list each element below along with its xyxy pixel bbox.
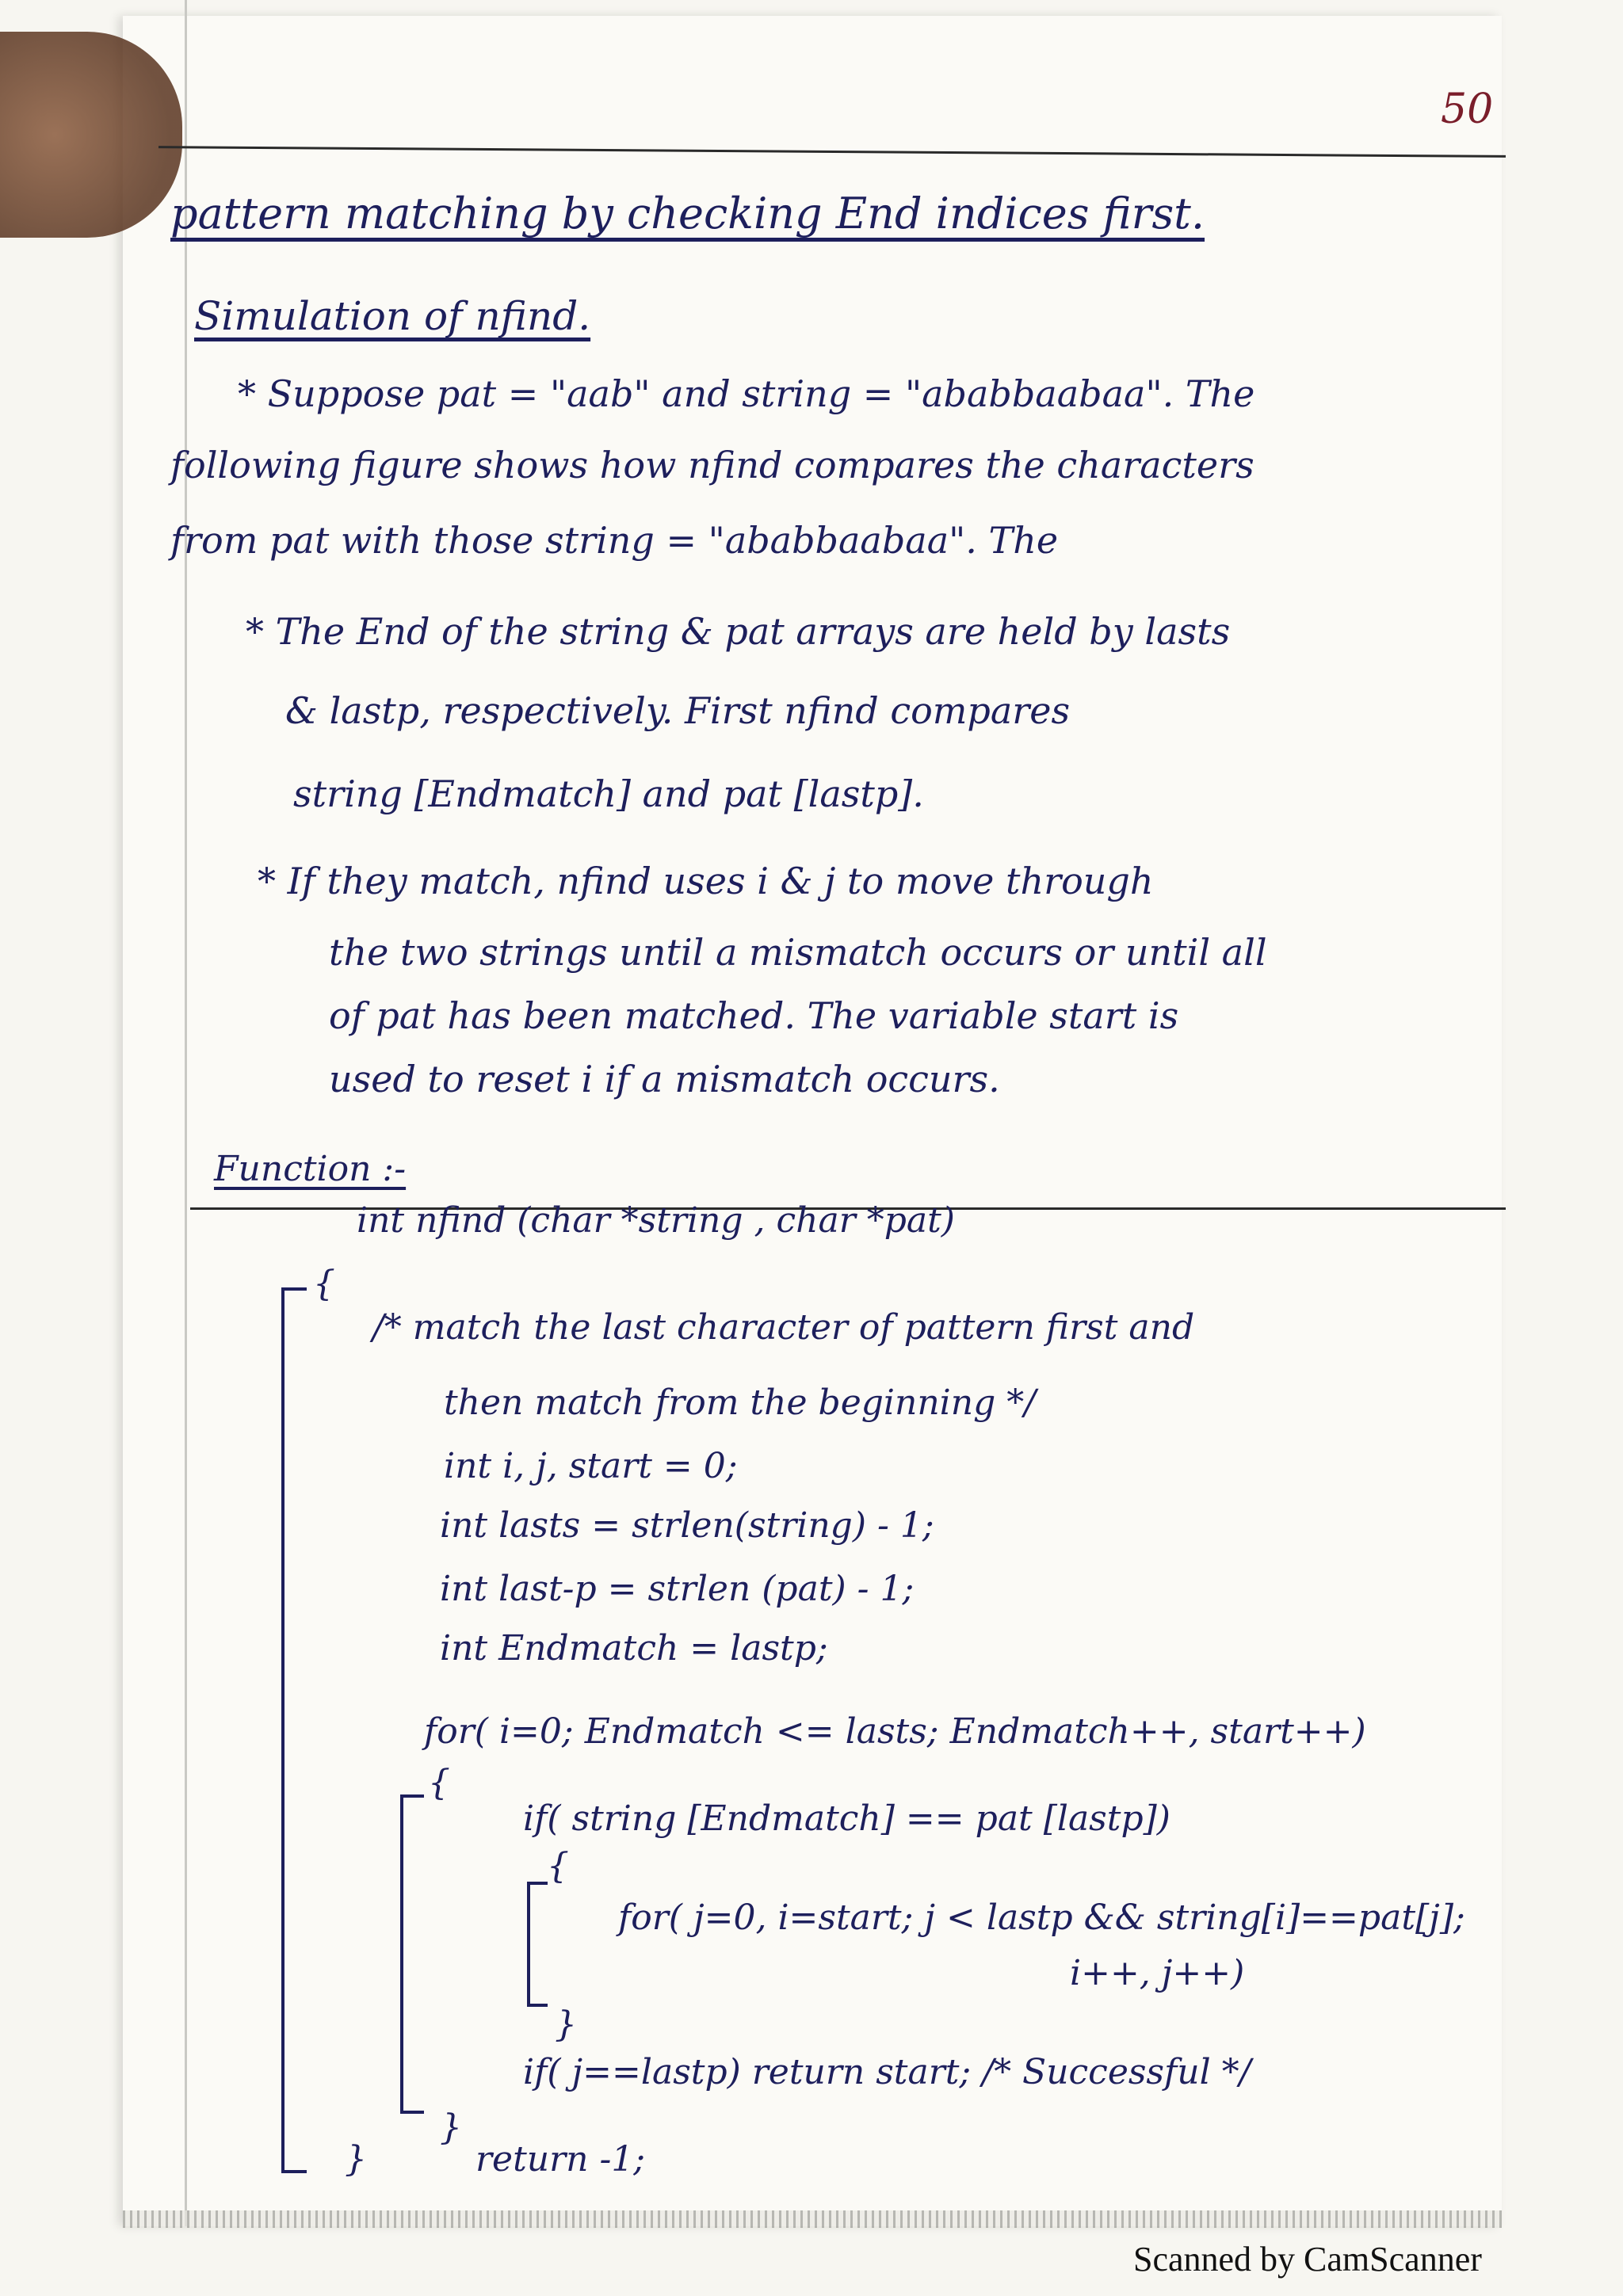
code-line: int lasts = strlen(string) - 1; — [440, 1505, 934, 1546]
paragraph-line: * Suppose pat = "aab" and string = "ababbaabaa". The — [238, 372, 1255, 415]
code-line: /* match the last character of pattern first and — [372, 1307, 1195, 1348]
code-line: for( i=0; Endmatch <= lasts; Endmatch++, start++) — [424, 1711, 1366, 1752]
paragraph-line: * If they match, nfind uses i & j to move through — [258, 860, 1154, 902]
code-line: then match from the beginning */ — [444, 1383, 1037, 1423]
paragraph-line: & lastp, respectively. First nfind compares — [285, 689, 1071, 732]
loop-block-bracket — [400, 1794, 424, 2114]
paragraph-line: used to reset i if a mismatch occurs. — [329, 1058, 1000, 1100]
code-line: for( j=0, i=start; j < lastp && string[i]==pat[j]; — [618, 1897, 1465, 1938]
simulation-title: Simulation of nfind. — [194, 293, 591, 339]
page-number: 50 — [1441, 86, 1494, 133]
margin-line — [185, 0, 187, 2226]
code-line: } — [555, 2004, 577, 2045]
code-line: i++, j++) — [1070, 1953, 1245, 1993]
thumb-shadow — [0, 32, 182, 238]
notebook-page — [123, 16, 1502, 2226]
page-bottom-edge — [123, 2210, 1502, 2228]
inner-block-bracket — [527, 1882, 548, 2007]
code-line: int last-p = strlen (pat) - 1; — [440, 1569, 915, 1609]
code-line: } — [440, 2107, 462, 2148]
paragraph-line: the two strings until a mismatch occurs or until all — [329, 931, 1267, 974]
code-line: if( string [Endmatch] == pat [lastp]) — [523, 1798, 1170, 1839]
function-label: Function :- — [214, 1149, 407, 1189]
code-line: int Endmatch = lastp; — [440, 1628, 828, 1669]
code-line: } — [345, 2139, 367, 2180]
outer-block-bracket — [281, 1287, 307, 2173]
paragraph-line: string [Endmatch] and pat [lastp]. — [293, 772, 924, 815]
scanner-watermark: Scanned by CamScanner — [1133, 2240, 1482, 2279]
code-line: { — [313, 1264, 335, 1304]
paragraph-line: of pat has been matched. The variable start is — [329, 994, 1179, 1037]
code-line: if( j==lastp) return start; /* Successful */ — [523, 2052, 1251, 2092]
code-line: int nfind (char *string , char *pat) — [357, 1200, 955, 1241]
paragraph-line: following figure shows how nfind compares the characters — [170, 444, 1254, 486]
paragraph-line: from pat with those string = "ababbaabaa". The — [170, 519, 1059, 562]
code-line: { — [547, 1846, 569, 1886]
code-line: return -1; — [475, 2139, 646, 2180]
code-line: { — [428, 1763, 450, 1803]
paragraph-line: * The End of the string & pat arrays are held by lasts — [246, 610, 1231, 653]
code-line: int i, j, start = 0; — [444, 1446, 738, 1486]
section-heading: pattern matching by checking End indices first. — [170, 189, 1205, 238]
